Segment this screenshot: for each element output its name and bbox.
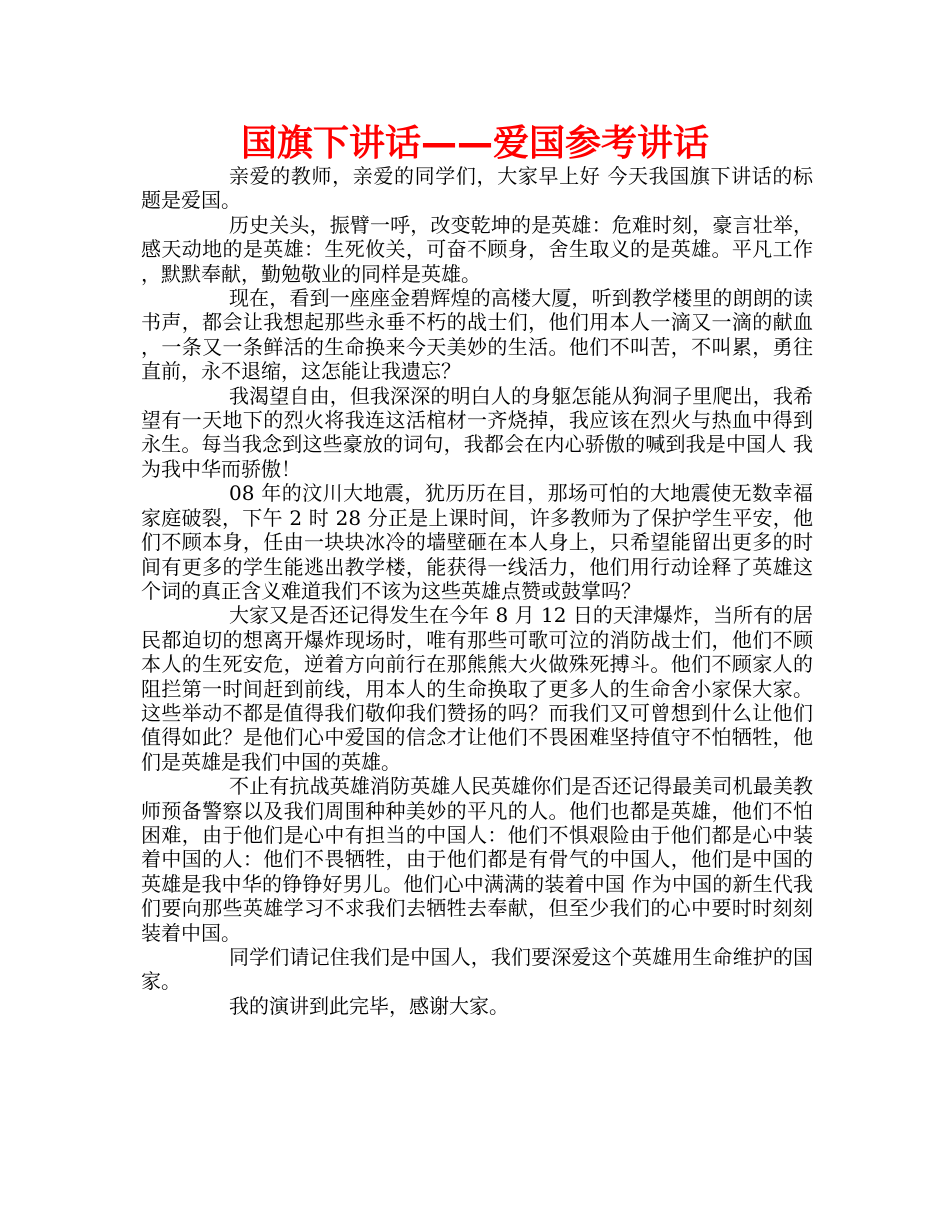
paragraph-freedom-poem: 我渴望自由，但我深深的明白人的身躯怎能从狗洞子里爬出，我希望有一天地下的烈火将我连这活棺材一齐烧掉，我应该在烈火与热血中得到永生。每当我念到这些豪放的词句，我都会在内心骄傲的喊到我是中国人 我为我中华而骄傲！ (141, 383, 813, 481)
document-title: 国旗下讲话——爱国参考讲话 (240, 123, 709, 164)
paragraph-tianjin-explosion: 大家又是否还记得发生在今年 8 月 12 日的天津爆炸，当所有的居民都迫切的想离开爆炸现场时，唯有那些可歌可泣的消防战士们，他们不顾本人的生死安危，逆着方向前行在那熊熊大火做殊死搏斗。他们不顾家人的阻拦第一时间赶到前线，用本人的生命换取了更多人的生命舍小家保大家。这些举动不都是值得我们敬仰我们赞扬的吗？而我们又可曾想到什么让他们值得如此？是他们心中爱国的信念才让他们不畏困难坚持值守不怕牺牲，他们是英雄是我们中国的英雄。 (141, 603, 813, 774)
paragraph-fallen-soldiers: 现在，看到一座座金碧辉煌的高楼大厦，听到教学楼里的朗朗的读书声，都会让我想起那些永垂不朽的战士们，他们用本人一滴又一滴的献血，一条又一条鲜活的生命换来今天美妙的生活。他们不叫苦，不叫累，勇往直前，永不退缩，这怎能让我遗忘？ (141, 286, 813, 384)
paragraph-ordinary-heroes: 不止有抗战英雄消防英雄人民英雄你们是否还记得最美司机最美教师预备警察以及我们周围种种美妙的平凡的人。他们也都是英雄，他们不怕困难，由于他们是心中有担当的中国人：他们不惧艰险由于他们都是心中装着中国的人：他们不畏牺牲，由于他们都是有骨气的中国人，他们是中国的英雄是我中华的铮铮好男儿。他们心中满满的装着中国 作为中国的新生代我们要向那些英雄学习不求我们去牺牲去奉献，但至少我们的心中要时时刻刻装着中国。 (141, 774, 813, 945)
paragraph-greeting: 亲爱的教师，亲爱的同学们，大家早上好 今天我国旗下讲话的标题是爱国。 (141, 164, 813, 213)
paragraph-closing: 我的演讲到此完毕，感谢大家。 (229, 993, 509, 1018)
paragraph-heroes-definition: 历史关头，振臂一呼，改变乾坤的是英雄：危难时刻，豪言壮举，感天动地的是英雄：生死攸关，可奋不顾身，舍生取义的是英雄。平凡工作，默默奉献，勤勉敬业的同样是英雄。 (141, 212, 813, 286)
paragraph-wenchuan-earthquake: 08 年的汶川大地震，犹历历在目，那场可怕的大地震使无数幸福家庭破裂，下午 2 时 28 分正是上课时间，许多教师为了保护学生平安，他们不顾本身，任由一块块冰冷的墙壁砸在本人身上，只希望能留出更多的时间有更多的学生能逃出教学楼，能获得一线活力，他们用行动诠释了英雄这个词的真正含义难道我们不该为这些英雄点赞或鼓掌吗？ (141, 481, 813, 603)
document-body (141, 164, 813, 1018)
paragraph-remember-china: 同学们请记住我们是中国人，我们要深爱这个英雄用生命维护的国家。 (141, 945, 813, 994)
